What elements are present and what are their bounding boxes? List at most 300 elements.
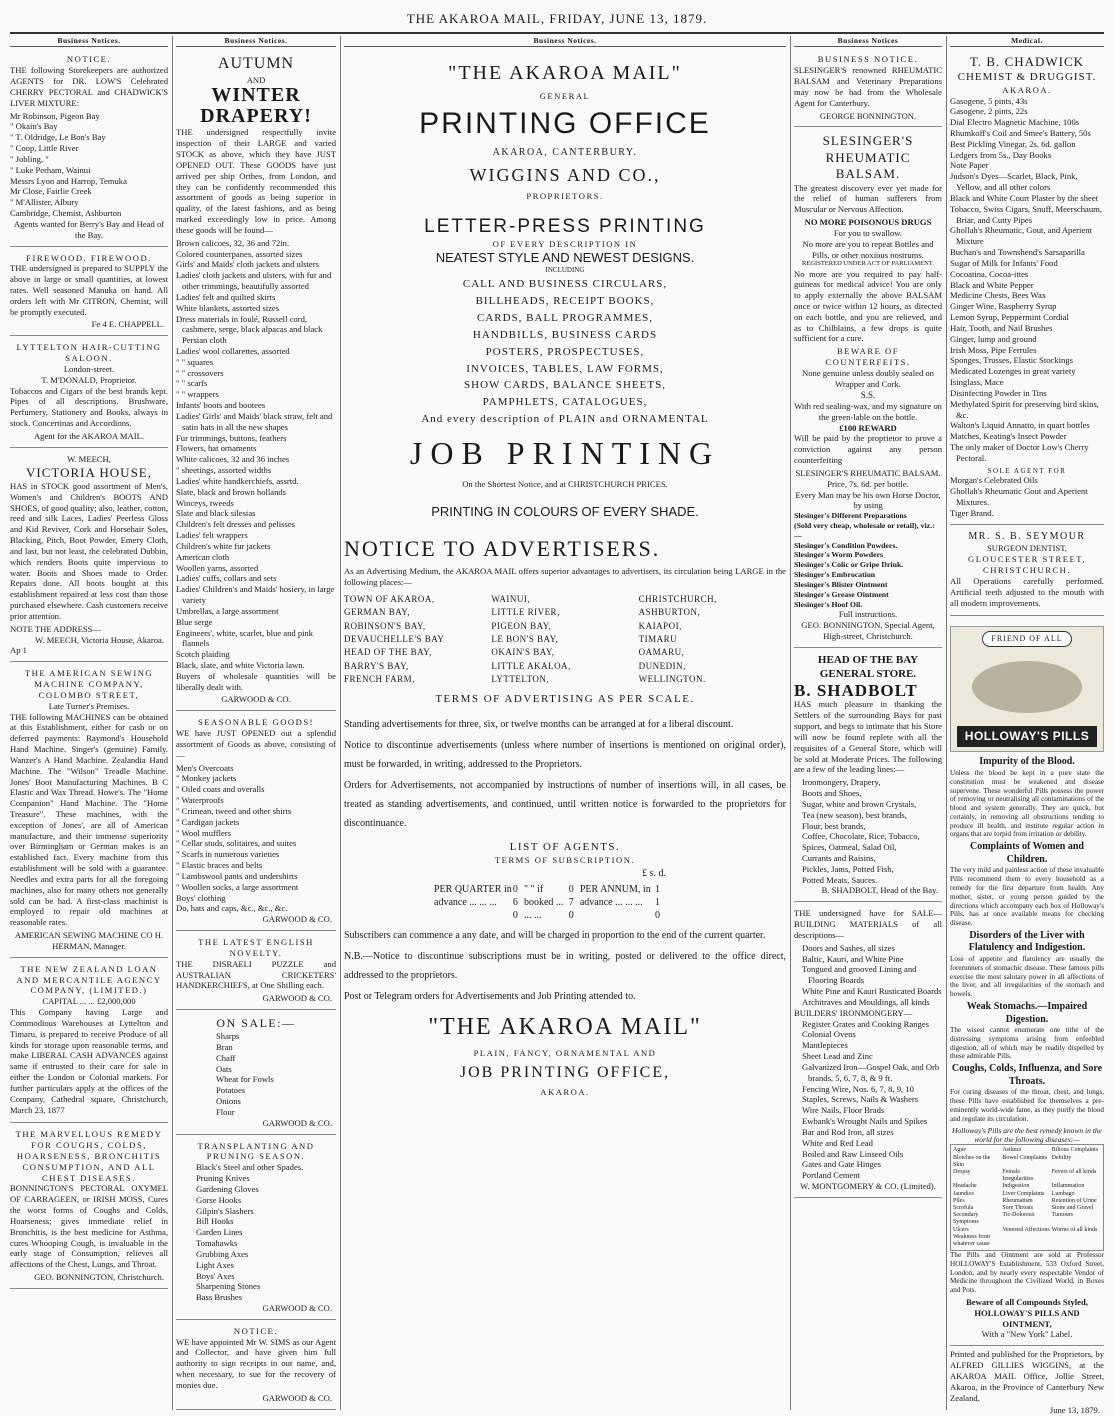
goods-item: Gasogene, 5 pints, 43s xyxy=(950,95,1028,106)
ailment-item: Secondary Symptoms xyxy=(953,1212,979,1226)
rate-value: 0 7 0 xyxy=(568,884,574,921)
ailment-item: Tic-Doloreux xyxy=(1002,1212,1035,1219)
place-item: ASHBURTON, xyxy=(638,607,701,618)
ad-pectoral-remedy xyxy=(10,1126,168,1289)
place-item: OKAIN'S BAY, xyxy=(491,647,555,658)
rate-label: PER ANNUM, in advance ... ... ... xyxy=(579,884,651,908)
goods-item: Ironmongery, Drapery, xyxy=(802,777,881,788)
goods-list xyxy=(950,475,1104,518)
ad-nz-loan xyxy=(10,961,168,1124)
agents-heading: LIST OF AGENTS. xyxy=(509,841,621,854)
goods-item: Gorse Hooks xyxy=(196,1194,242,1205)
letterpress-heading: LETTER-PRESS PRINTING xyxy=(424,216,706,238)
place-item: LITTLE AKALOA, xyxy=(491,660,571,671)
agent-item: " Okain's Bay xyxy=(10,121,58,132)
ad-subtitle: SURGEON DENTIST, xyxy=(986,543,1068,554)
footer-subtitle: PLAIN, FANCY, ORNAMENTAL AND xyxy=(473,1048,657,1059)
place-item: LYTTELTON, xyxy=(491,673,550,684)
subscription-paragraph: Subscribers can commence a any date, and will be charged in proportion to the end of the current quarter. xyxy=(344,930,766,942)
place-item: CHRISTCHURCH, xyxy=(638,593,717,604)
ailment-item: Retention of Urine xyxy=(1051,1197,1097,1204)
goods-item: Girls' and Maids' cloth jackets and ulsters xyxy=(176,259,319,270)
ad-subtitle: Holloway's Pills are the best remedy known in the world for the following diseases:— xyxy=(952,1125,1102,1144)
ailment-item: Dropsy xyxy=(953,1169,971,1175)
terms-heading: TERMS OF ADVERTISING AS PER SCALE. xyxy=(435,693,695,706)
ad-subtitle: Complaints of Women and Children. xyxy=(969,841,1084,865)
goods-item: " " scarfs xyxy=(176,378,208,389)
ad-firewood xyxy=(10,250,168,337)
goods-item: Dress materials in foulé, Russell cord, cashmere, serge, black alpacas and black Persian cloth xyxy=(176,313,323,346)
rate-label: PER QUARTER in advance ... ... ... xyxy=(434,884,512,908)
goods-item: Bass Brushes xyxy=(196,1292,243,1303)
ad-agent: Agent for the AKAROA MAIL. xyxy=(33,430,145,441)
ad-body: WE have JUST OPENED out a splendid assortment of Goods as above, consisting of— xyxy=(176,728,336,760)
ad-title: HEAD OF THE BAY GENERAL STORE. xyxy=(817,653,919,680)
goods-item: Black's Steel and other Spades. xyxy=(196,1162,304,1173)
column-1 xyxy=(10,36,168,1410)
goods-item: Sugar of Milk for Infants' Food xyxy=(950,257,1058,268)
ailment-item: Ague xyxy=(953,1147,966,1154)
ad-body: The greatest discovery ever yet made for the relief of human sufferers from Muscular or Nervous Affection. xyxy=(794,182,942,215)
ad-name: W. MEECH, xyxy=(67,453,111,464)
ailment-item: Female Irregularities xyxy=(1002,1169,1034,1183)
goods-item: " Lambswool pants and undershirts xyxy=(176,870,298,881)
ad-body: SLESINGER'S renowned RHEUMATIC BALSAM and Veterinary Preparations may now be had from the Wholesale Agent for Canterbury. xyxy=(794,65,942,108)
ad-title: THE AMERICAN SEWING MACHINE COMPANY, COLOMBO STREET, xyxy=(24,668,154,700)
ad-signature: GEO. BONNINGTON, Special Agent, High-street, Christchurch. xyxy=(801,620,935,642)
section-heading: Business Notices xyxy=(794,36,942,47)
section-heading: Business Notices. xyxy=(10,36,168,47)
ad-body: HAS in STOCK good assortment of Men's, Women's and Children's BOOTS AND SHOES, of good quality; also, leather, cotton, reed and silk Laces, Ladies' Peerless Gloss and Kid Reviver, Cork and Horsehair Soles, Blacking, Pitch, Boot Powder, Emery Cloth, and last, but not least, the celebrated Dubbin, which renders Boots quite impervious to water. Boots and Shoes made to Order. Repairs done. All boots bought at this establishment repaired at less cost than those purchased elsewhere. Cash customers receive prior attention. xyxy=(10,480,168,621)
ailment-item: Weakness from whatever cause xyxy=(953,1233,991,1247)
goods-item: " " squares xyxy=(176,356,214,367)
advertisers-intro: As an Advertising Medium, the AKAROA MAIL offers superior advantages to advertisers, its circulation being LARGE in the following places:— xyxy=(344,566,786,588)
goods-item: Ewbank's Wrought Nails and Spikes xyxy=(802,1116,928,1127)
place-item: HEAD OF THE BAY, xyxy=(344,647,432,658)
goods-list xyxy=(176,1162,336,1303)
column-4 xyxy=(794,36,942,1410)
goods-item: Tongued and grooved Lining and Flooring Boards xyxy=(802,964,917,986)
ad-title: WINTER DRAPERY! xyxy=(200,84,312,128)
ad-price: SLESINGER'S RHEUMATIC BALSAM. Price, 7s. 6d. per bottle. xyxy=(795,467,941,489)
goods-item: Ladies' Girls' and Maids' black straw, felt and satin hats in all the new shapes xyxy=(176,410,333,432)
goods-item: " " wrappers xyxy=(176,389,219,400)
ad-title: THE MARVELLOUS REMEDY FOR COUGHS, COLDS, HOARSENESS, BRONCHITIS CONSUMPTION, AND ALL CHEST DISEASES. xyxy=(15,1129,163,1183)
goods-item: Portland Cement xyxy=(802,1170,860,1181)
goods-item: Scotch plaiding xyxy=(176,649,230,660)
goods-item: Bar and Rod Iron, all sizes xyxy=(802,1126,894,1137)
agent-item: Mr Robinson, Pigeon Bay xyxy=(10,110,100,121)
ailment-item: Ulcers xyxy=(953,1226,969,1233)
ad-transplanting xyxy=(176,1138,336,1320)
goods-item: Bill Hooks xyxy=(196,1216,234,1227)
goods-item: Ladies' cloth jackets and ulsters, with fur and other trimmings, beautifully assorted xyxy=(176,270,332,292)
goods-item: Tomahawks xyxy=(196,1238,238,1249)
product-item: Slesinger's Worm Powders xyxy=(794,550,884,560)
ad-victoria-house xyxy=(10,451,168,662)
goods-item: Sharps xyxy=(216,1031,240,1042)
ad-body: Buyers of wholesale quantities will be liberally dealt with. xyxy=(176,670,336,692)
advertisers-paragraph: Orders for Advertisements, not accompanied by instructions of number of insertions will, in all cases, be treated as standing advertisements, and continued, until written notice is forwarded to the proprietors for discontinuance. xyxy=(344,780,786,830)
masthead-title: THE AKAROA MAIL, FRIDAY, JUNE 13, 1879. xyxy=(406,11,708,26)
ad-note: NOTE THE ADDRESS— xyxy=(10,623,102,634)
ad-building-materials xyxy=(794,905,942,1198)
goods-item: The only maker of Doctor Low's Cherry Pectoral. xyxy=(950,442,1089,463)
colours-heading: PRINTING IN COLOURS OF EVERY SHADE. xyxy=(431,504,699,520)
goods-item: Staples, Screws, Nails & Washers xyxy=(802,1094,919,1105)
goods-item: Tiger Brand. xyxy=(950,507,994,518)
goods-item: Judson's Dyes—Scarlet, Black, Pink, Yellow, and all other colors xyxy=(950,171,1078,193)
ad-title: BUSINESS NOTICE. xyxy=(817,54,919,65)
ad-title: TRANSPLANTING AND PRUNING SEASON. xyxy=(197,1140,315,1162)
ailment-item: Venereal Affections xyxy=(1002,1226,1050,1233)
ailment-item: Blotches on the Skin xyxy=(953,1154,991,1168)
goods-item: Mantlepieces xyxy=(802,1040,848,1051)
goods-item: Black, slate, and white Victoria lawn. xyxy=(176,660,305,670)
product-item: Slesinger's Colic or Gripe Drink. xyxy=(794,560,904,570)
place-item: PIGEON BAY, xyxy=(491,620,552,631)
ailment-item: Headache xyxy=(953,1183,977,1190)
columns xyxy=(10,36,1104,1416)
job-printing-heading: JOB PRINTING xyxy=(409,435,721,472)
goods-item: Buchan's and Townshend's Sarsaparilla xyxy=(950,247,1085,258)
letterpress-including: INCLUDING xyxy=(545,266,585,275)
goods-item: Colored counterpanes, assorted sizes xyxy=(176,248,303,259)
printing-general: GENERAL xyxy=(539,90,591,101)
ad-seymour-dentist xyxy=(950,528,1104,617)
ad-body: Every Man may be his own Horse Doctor, by using xyxy=(795,489,941,511)
rate-value: 0 6 0 xyxy=(512,884,518,921)
ailment-item: Liver Complaints xyxy=(1002,1190,1045,1197)
printing-office-heading: PRINTING OFFICE xyxy=(419,107,711,141)
goods-item: Woollen yarns, assorted xyxy=(176,562,259,573)
goods-item: " Woollen socks, a large assortment xyxy=(176,881,299,892)
goods-item: Medicine Chests, Bees Wax xyxy=(950,290,1047,301)
goods-item: Doors and Sashes, all sizes xyxy=(802,942,895,953)
ad-signature: GEORGE BONNINGTON. xyxy=(819,110,917,121)
place-item: DUNEDIN, xyxy=(638,660,686,671)
rate-row xyxy=(434,884,524,922)
ad-title: SEASONABLE GOODS! xyxy=(198,717,314,728)
emblem-ribbon: FRIEND OF ALL xyxy=(982,631,1071,647)
goods-item: " Elastic braces and belts xyxy=(176,860,263,871)
goods-item: Grubbing Axes xyxy=(196,1248,249,1259)
ad-warning: Beware of all Compounds Styled, HOLLOWAY'S PILLS AND OINTMENT, xyxy=(966,1296,1088,1329)
goods-list xyxy=(950,96,1104,464)
service-item: HANDBILLS, BUSINESS CARDS xyxy=(472,328,658,341)
goods-item: Engineers', white, scarlet, blue and pink flannels xyxy=(176,627,314,649)
ad-date: Ap 1 xyxy=(10,645,27,656)
goods-list xyxy=(176,763,336,915)
goods-item: Tobacco, Swiss Cigars, Snuff, Meerschaum, Briar, and Cutty Pipes xyxy=(950,203,1102,225)
goods-list xyxy=(794,943,942,1008)
column-rule xyxy=(172,36,173,1410)
goods-item: Black and White Court Plaster by the sheet xyxy=(950,192,1099,203)
letterpress-sub: OF EVERY DESCRIPTION IN xyxy=(492,239,638,250)
ad-signature: GARWOOD & CO. xyxy=(221,694,291,705)
goods-item: Sheet Lead and Zinc xyxy=(802,1051,873,1062)
ad-subtitle: BUILDERS' IRONMONGERY— xyxy=(794,1007,913,1018)
agent-item: Messrs Lyon and Harrop, Temuka xyxy=(10,175,127,186)
ailment-item: Rheumatism xyxy=(1002,1197,1033,1204)
ad-body: THE following MACHINES can be obtained at this Establishment, either for cash or on deferred payments: Raymond's Household Hand Machine. Singer's (genuine) Family. Wanzer's A Hand Machine. Zealandia Hand Machine. The "Wilson" Treadle Machine. Jones' Boot Manufacturing Machines. B C Elastic and Wax Thread. Howe's. The "Home Companion" Hand Machine. The "Home Treasure". These machines, with the exception of Jones', are all of American manufacture, and their immense superiority over Birmingham or German makes is an established fact. Every machine from this establishment will be sold with a guarantee. Needles and extra parts for all the foregoing machines, also for many others not generally sold can be had. A first-class machinist is employed to repair old machines at reasonable rates. xyxy=(10,711,168,928)
goods-item: Flowers, hat ornaments xyxy=(176,443,257,454)
ad-body: BONNINGTON'S PECTORAL OXYMEL OF CARRAGEEN, or IRISH MOSS, Cures the worst forms of Coughs and Colds, Hoarseness; gives immediate relief in Bronchitis, is the best medicine for Asthma, cures Whooping Cough, is invaluable in the early stage of Consumption, relieves all affections of the Chest, Lungs, and Throat. xyxy=(10,1183,168,1270)
ad-on-sale xyxy=(176,1013,336,1135)
ad-body: WE have appointed Mr W. SIMS as our Agent and Collector, and have given him full authority to sign receipts in our name, and, when necessary, to sue for the recovery of monies due. xyxy=(176,1336,336,1390)
ad-body: This Company having Large and Commodious Warehouses at Lyttelton and Timaru, is prepared to receive Produce of all kinds for storage upon reasonable terms, and make LIBERAL CASH ADVANCES against same if entrusted to their care for sale in either the London or Colonial markets. For further particulars apply at the offices of the Company, Cathedral square, Christchurch, March 23, 1877 xyxy=(10,1007,168,1115)
goods-item: Gasogene, 2 pints, 22s xyxy=(950,106,1028,117)
goods-item: Men's Overcoats xyxy=(176,762,234,773)
ad-address: GLOUCESTER STREET, xyxy=(967,554,1087,565)
goods-item: Blue serge xyxy=(176,616,213,627)
goods-item: Onions xyxy=(216,1096,241,1107)
ad-body: THE undersigned is prepared to SUPPLY the above in large or small quantities, at lowest rates. Well seasoned Manuka on hand. All orders left with Mr CITRON, Chemist, will be promptly executed. xyxy=(10,263,168,317)
goods-item: Fencing Wire, Nos. 6, 7, 8, 9, 10 xyxy=(802,1083,914,1094)
goods-item: Chaff xyxy=(216,1052,236,1063)
printing-proprietors: PROPRIETORS. xyxy=(526,190,604,201)
column-3 xyxy=(344,36,786,1410)
product-item: Slesinger's Different Preparations xyxy=(794,511,907,521)
goods-item: White blankets, assorted sizes xyxy=(176,302,280,313)
imprint-date: June 13, 1879. xyxy=(1049,1405,1100,1416)
ad-body: Full instructions. xyxy=(838,609,898,620)
section-heading: Medical. xyxy=(950,36,1104,47)
ad-body: THE DISRAELI PUZZLE and AUSTRALIAN CRICKETERS' HANDKERCHIEFS, at One Shilling each. xyxy=(176,958,336,991)
ad-subtitle: Late Turner's Premises. xyxy=(48,700,130,711)
job-printing-sub: On the Shortest Notice, and at CHRISTCHURCH PRICES. xyxy=(462,479,668,490)
rate-value: 1 1 0 xyxy=(654,884,660,921)
footer-job: JOB PRINTING OFFICE, xyxy=(459,1064,671,1082)
column-2 xyxy=(176,36,336,1410)
goods-item: White Pine and Kauri Rusticated Boards xyxy=(802,986,942,997)
ad-title: VICTORIA HOUSE, xyxy=(26,464,152,480)
places-grid xyxy=(344,594,786,685)
goods-item: Matches, Keating's Insect Powder xyxy=(950,431,1067,442)
rate-row xyxy=(580,884,666,922)
printing-office-title: "THE AKAROA MAIL" xyxy=(448,62,682,85)
ad-subtitle: NO MORE POISONOUS DRUGS xyxy=(804,217,932,228)
goods-item: Sponges, Trusses, Elastic Stockings xyxy=(950,355,1073,366)
goods-item: Irish Moss, Pipe Ferrules xyxy=(950,344,1037,355)
ad-subtitle: Coughs, Colds, Influenza, and Sore Throats. xyxy=(951,1063,1103,1087)
goods-item: Ginger, lump and ground xyxy=(950,333,1037,344)
ad-title: CHEMIST & DRUGGIST. xyxy=(957,70,1097,83)
goods-item: Disinfecting Powder in Tins xyxy=(950,387,1047,398)
ad-body: Agents wanted for Berry's Bay and Head of the Bay. xyxy=(13,218,165,240)
goods-item: Potatoes xyxy=(216,1085,246,1096)
place-item: TOWN OF AKAROA, xyxy=(344,593,435,604)
column-rule xyxy=(946,36,947,1410)
ad-subtitle: BEWARE OF COUNTERFEITS. xyxy=(825,346,911,368)
agent-item: " T. Oldridge, Le Bon's Bay xyxy=(10,132,106,143)
goods-item: Slate and black silesias xyxy=(176,508,256,519)
advertisers-heading: NOTICE TO ADVERTISERS. xyxy=(344,535,661,561)
goods-item: Tea (new season), best brands, xyxy=(802,809,907,820)
goods-item: Ladies' Children's and Maids' hosiery, in large variety xyxy=(176,584,335,606)
ad-title: AND xyxy=(246,74,266,85)
ad-body: Loss of appetite and flatulency are usually the forerunners of stomachic disease. These famous pills exercise the most salutary power in all affections of the liver, and all irregularities of the stomach and bowels. xyxy=(950,955,1104,999)
goods-list xyxy=(176,1031,336,1118)
goods-item: Hair, Tooth, and Nail Brushes xyxy=(950,322,1053,333)
goods-item: Baltic, Kauri, and White Pine xyxy=(802,953,904,964)
service-item: SHOW CARDS, BALANCE SHEETS, xyxy=(464,379,666,392)
place-item: WELLINGTON. xyxy=(638,673,706,684)
ailment-item: Lumbago xyxy=(1051,1190,1075,1197)
printing-proprietors-name: WIGGINS AND CO., xyxy=(469,164,661,185)
goods-item: Pruning Knives xyxy=(196,1173,250,1184)
column-5 xyxy=(950,36,1104,1416)
goods-item: Flour xyxy=(216,1106,235,1117)
goods-item: Galvanized Iron—Gospel Oak, and Orb brands, 5, 6, 7, 8, & 9 ft. xyxy=(802,1061,940,1083)
advertisers-paragraph: Standing advertisements for three, six, or twelve months can be arranged at for a liberal discount. xyxy=(344,719,734,731)
goods-item: Infants' boots and bootees xyxy=(176,400,266,411)
ad-body: THE following Storekeepers are authorized AGENTS for DR. LOW'S Celebrated CHERRY PECTORAL and CHADWICK'S LIVER MIXTURE: xyxy=(10,65,168,108)
ad-body: THE undersigned respectfully invite inspection of their LARGE and varied STOCK as above, which they have JUST OPENED OUT. These GOODS have just arrived per ship Orthes, from London, and they can be confidently recommended this assortment of goods as being superior in quality, of the latest fashions, and as being marked exceedingly low in price. Among these goods will be found— xyxy=(176,127,336,235)
goods-item: Boys' Axes xyxy=(196,1270,235,1281)
ad-holloways-pills xyxy=(950,619,1104,1346)
goods-item: Slate, black and brown hollands xyxy=(176,486,287,497)
agent-list xyxy=(10,111,168,219)
ad-signature: Fe 4 E. CHAPPELL. xyxy=(91,319,164,330)
ad-general-store xyxy=(794,651,942,902)
ad-title: THE NEW ZEALAND LOAN AND MERCANTILE AGENCY COMPANY, (LIMITED.) xyxy=(16,963,162,996)
ad-address: London-street. xyxy=(63,363,115,374)
goods-item: Note Paper xyxy=(950,160,989,171)
rate-label: " " if booked ... ... ... xyxy=(523,884,564,921)
ad-body: Tobaccos and Cigars of the best brands kept. Pipes of all descriptions. Brushware, Perfumery, Stationery and Books, always in stock. Concertinas and Accordions. xyxy=(10,385,168,429)
goods-item: Cocoatina, Cocoa-ittes xyxy=(950,268,1029,279)
advertisers-paragraph: Notice to discontinue advertisements (unless where number of insertions is mentioned on original order), must be forwarded, in writing, addressed to the Proprietors. xyxy=(344,740,786,771)
seal-mark: S.S. xyxy=(860,389,876,400)
ad-title: T. B. CHADWICK xyxy=(969,54,1085,70)
ailment-item: Bilious Complaints xyxy=(1051,1147,1099,1154)
subscription-heading: TERMS OF SUBSCRIPTION. xyxy=(494,854,636,865)
goods-list xyxy=(794,1019,942,1181)
goods-item: " " crossovers xyxy=(176,367,224,378)
column-rule xyxy=(340,36,341,1410)
ad-title: AUTUMN xyxy=(217,55,295,73)
ad-body: The Pills and Ointment are sold at Professor HOLLOWAY'S Establishment, 533 Oxford Street, London, and by nearly every respectable Vendor of Medicine throughout the Civilized World, in Boxes and Pots. xyxy=(950,1251,1104,1295)
goods-item: Pickles, Jams, Potted Fish, xyxy=(802,863,894,874)
printing-location: AKAROA, CANTERBURY. xyxy=(492,147,638,159)
ailment-item: Stone and Gravel xyxy=(1051,1204,1094,1211)
ad-signature: GEO. BONNINGTON, Christchurch. xyxy=(34,1272,164,1283)
goods-item: " Monkey jackets xyxy=(176,773,237,784)
footer-akaroa: AKAROA. xyxy=(540,1087,590,1098)
goods-item: Ladies' wool collarettes, assorted xyxy=(176,345,290,356)
ailment-item: Jaundice xyxy=(953,1190,974,1197)
goods-item: Gardening Gloves xyxy=(196,1183,259,1194)
goods-item: Walton's Liquid Annatto, in quart bottles xyxy=(950,420,1090,431)
ad-body: No more are you required to pay half-guineas for medical advice! You are only to apply externally the above BALSAM once or twice within 12 hours, as directed on each bottle, and you are relieved, and as to Chilblains, a few drops is quite sufficient for a cure. xyxy=(794,268,942,344)
ad-body: THE undersigned have for SALE— BUILDING MATERIALS of all descriptions— xyxy=(794,908,942,940)
goods-item: Wheat for Fowls xyxy=(216,1074,274,1085)
agent-item: Mr Close, Fairlie Creek xyxy=(10,186,92,197)
ad-registered: REGISTERED UNDER ACT OF PARLIAMENT. xyxy=(802,260,934,268)
place-item: LITTLE RIVER, xyxy=(491,607,560,618)
ad-title: LYTTELTON HAIR-CUTTING SALOON. xyxy=(16,342,162,364)
product-list xyxy=(794,511,942,609)
goods-item: Ladies' felt wrappers xyxy=(176,530,248,541)
product-item: Slesinger's Blister Ointment xyxy=(794,579,888,589)
masthead xyxy=(10,6,1104,34)
place-item: FRENCH FARM, xyxy=(344,673,415,684)
ad-body: HAS much pleasure in thanking the Settlers of the surrounding Bays for past support, and begs to intimate that his Store will now be found replete with all the requisites of a General Store, which will be sold at Moderate Prices. The following are a few of the leading lines:— xyxy=(794,699,942,775)
goods-item: Do, hats and caps, &c., &c., &c. xyxy=(176,903,288,914)
ad-title: FIREWOOD. FIREWOOD. xyxy=(26,252,152,263)
goods-item: Ginger Wine, Raspberry Syrup xyxy=(950,301,1057,312)
ad-rheumatic-balsam xyxy=(794,130,942,647)
letterpress-style: NEATEST STYLE AND NEWEST DESIGNS. xyxy=(435,250,695,266)
goods-item: Ledgers from 5s., Day Books xyxy=(950,149,1052,160)
ad-body: Will be paid by the proprietor to prove a conviction against any person counterfeiting xyxy=(794,433,942,466)
imprint-text: Printed and published for the Proprietors, by ALFRED GILLIES WIGGINS, at the AKAROA MAIL Office, Jollie Street, Akaroa, in the Province of Canterbury New Zealand. xyxy=(950,1349,1104,1403)
place-item: BARRY'S BAY, xyxy=(344,660,409,671)
product-item: Slesinger's Condition Powders. xyxy=(794,540,898,550)
ad-title: SLESINGER'S RHEUMATIC BALSAM. xyxy=(822,133,914,182)
goods-item: " Cardigan jackets xyxy=(176,816,240,827)
goods-item: Wire Nails, Floor Brads xyxy=(802,1105,885,1116)
ailment-item: Fevers of all kinds xyxy=(1051,1169,1097,1175)
goods-item: Boys' clothing xyxy=(176,892,226,903)
ad-body: The very mild and painless action of these invaluable Pills recommend them to every household as a remedy for the first departure from health. Any mother, sister, or young person guided by the directions which accompany each box of Holloway's Pills, has at once available means for checking disease. xyxy=(950,866,1104,928)
ad-subtitle: Impurity of the Blood. xyxy=(979,756,1075,768)
place-item: ROBINSON'S BAY, xyxy=(344,620,426,631)
agent-item: " Coop, Little River xyxy=(10,143,79,154)
goods-list xyxy=(176,238,336,671)
agent-item: Cambridge, Chemist, Ashburton xyxy=(10,208,122,219)
product-item: (Sold very cheap, wholesale or retail), viz.:— xyxy=(794,521,935,540)
ad-body: The wisest cannot enumerate one tithe of the distressing symptoms arising from enfeebled digestion, all of which may be readily dispelled by these admirable Pills. xyxy=(950,1026,1104,1061)
place-item: WAINUI, xyxy=(491,593,531,604)
goods-item: Methylated Spirit for preserving bird skins, &c. xyxy=(950,398,1099,420)
goods-item: Boots and Shoes, xyxy=(802,788,862,799)
emblem-figure-icon xyxy=(972,661,1082,713)
goods-item: Children's felt dresses and pelisses xyxy=(176,519,295,530)
agent-item: " M'Allister, Albury xyxy=(10,197,79,208)
place-item: TIMARU xyxy=(638,633,678,644)
goods-item: Light Axes xyxy=(196,1259,234,1270)
rate-header: £ s. d. xyxy=(642,867,666,879)
ad-novelty xyxy=(176,934,336,1010)
ad-capital: CAPITAL ... ... £2,000,000 xyxy=(42,996,136,1007)
place-item: OAMARU, xyxy=(638,647,685,658)
ad-seasonable-goods xyxy=(176,714,336,931)
place-item: LE BON'S BAY, xyxy=(491,633,559,644)
ad-body: For you to swallow. xyxy=(833,227,903,238)
ad-title: NOTICE. xyxy=(66,54,112,65)
ad-location: AKAROA. xyxy=(1002,84,1052,95)
service-item: CALL AND BUSINESS CIRCULARS, xyxy=(462,278,668,291)
place-item: DEVAUCHELLE'S BAY xyxy=(344,633,445,644)
agent-item: " Jobling, " xyxy=(10,153,49,164)
service-item: POSTERS, PROSPECTUSES, xyxy=(485,345,645,358)
ailments-table xyxy=(950,1144,1104,1251)
goods-item: Oats xyxy=(216,1063,232,1074)
ad-business-notice xyxy=(794,51,942,127)
ad-address: CHRISTCHURCH. xyxy=(982,565,1072,576)
ad-sewing-machines xyxy=(10,665,168,958)
goods-item: " Cellar studs, solitaires, and suites xyxy=(176,838,297,849)
goods-item: " Wool mufflers xyxy=(176,827,232,838)
goods-item: Medicated Lozenges in great variety xyxy=(950,366,1076,377)
ad-signature: W. MEECH, Victoria House, Akaroa. xyxy=(35,634,164,645)
ailment-item: Scrofula xyxy=(953,1204,974,1211)
ailment-item: Debility xyxy=(1051,1154,1072,1161)
ad-proprietor: T. M'DONALD, Proprietor. xyxy=(41,374,137,385)
ad-signature: GARWOOD & CO. xyxy=(262,914,332,925)
